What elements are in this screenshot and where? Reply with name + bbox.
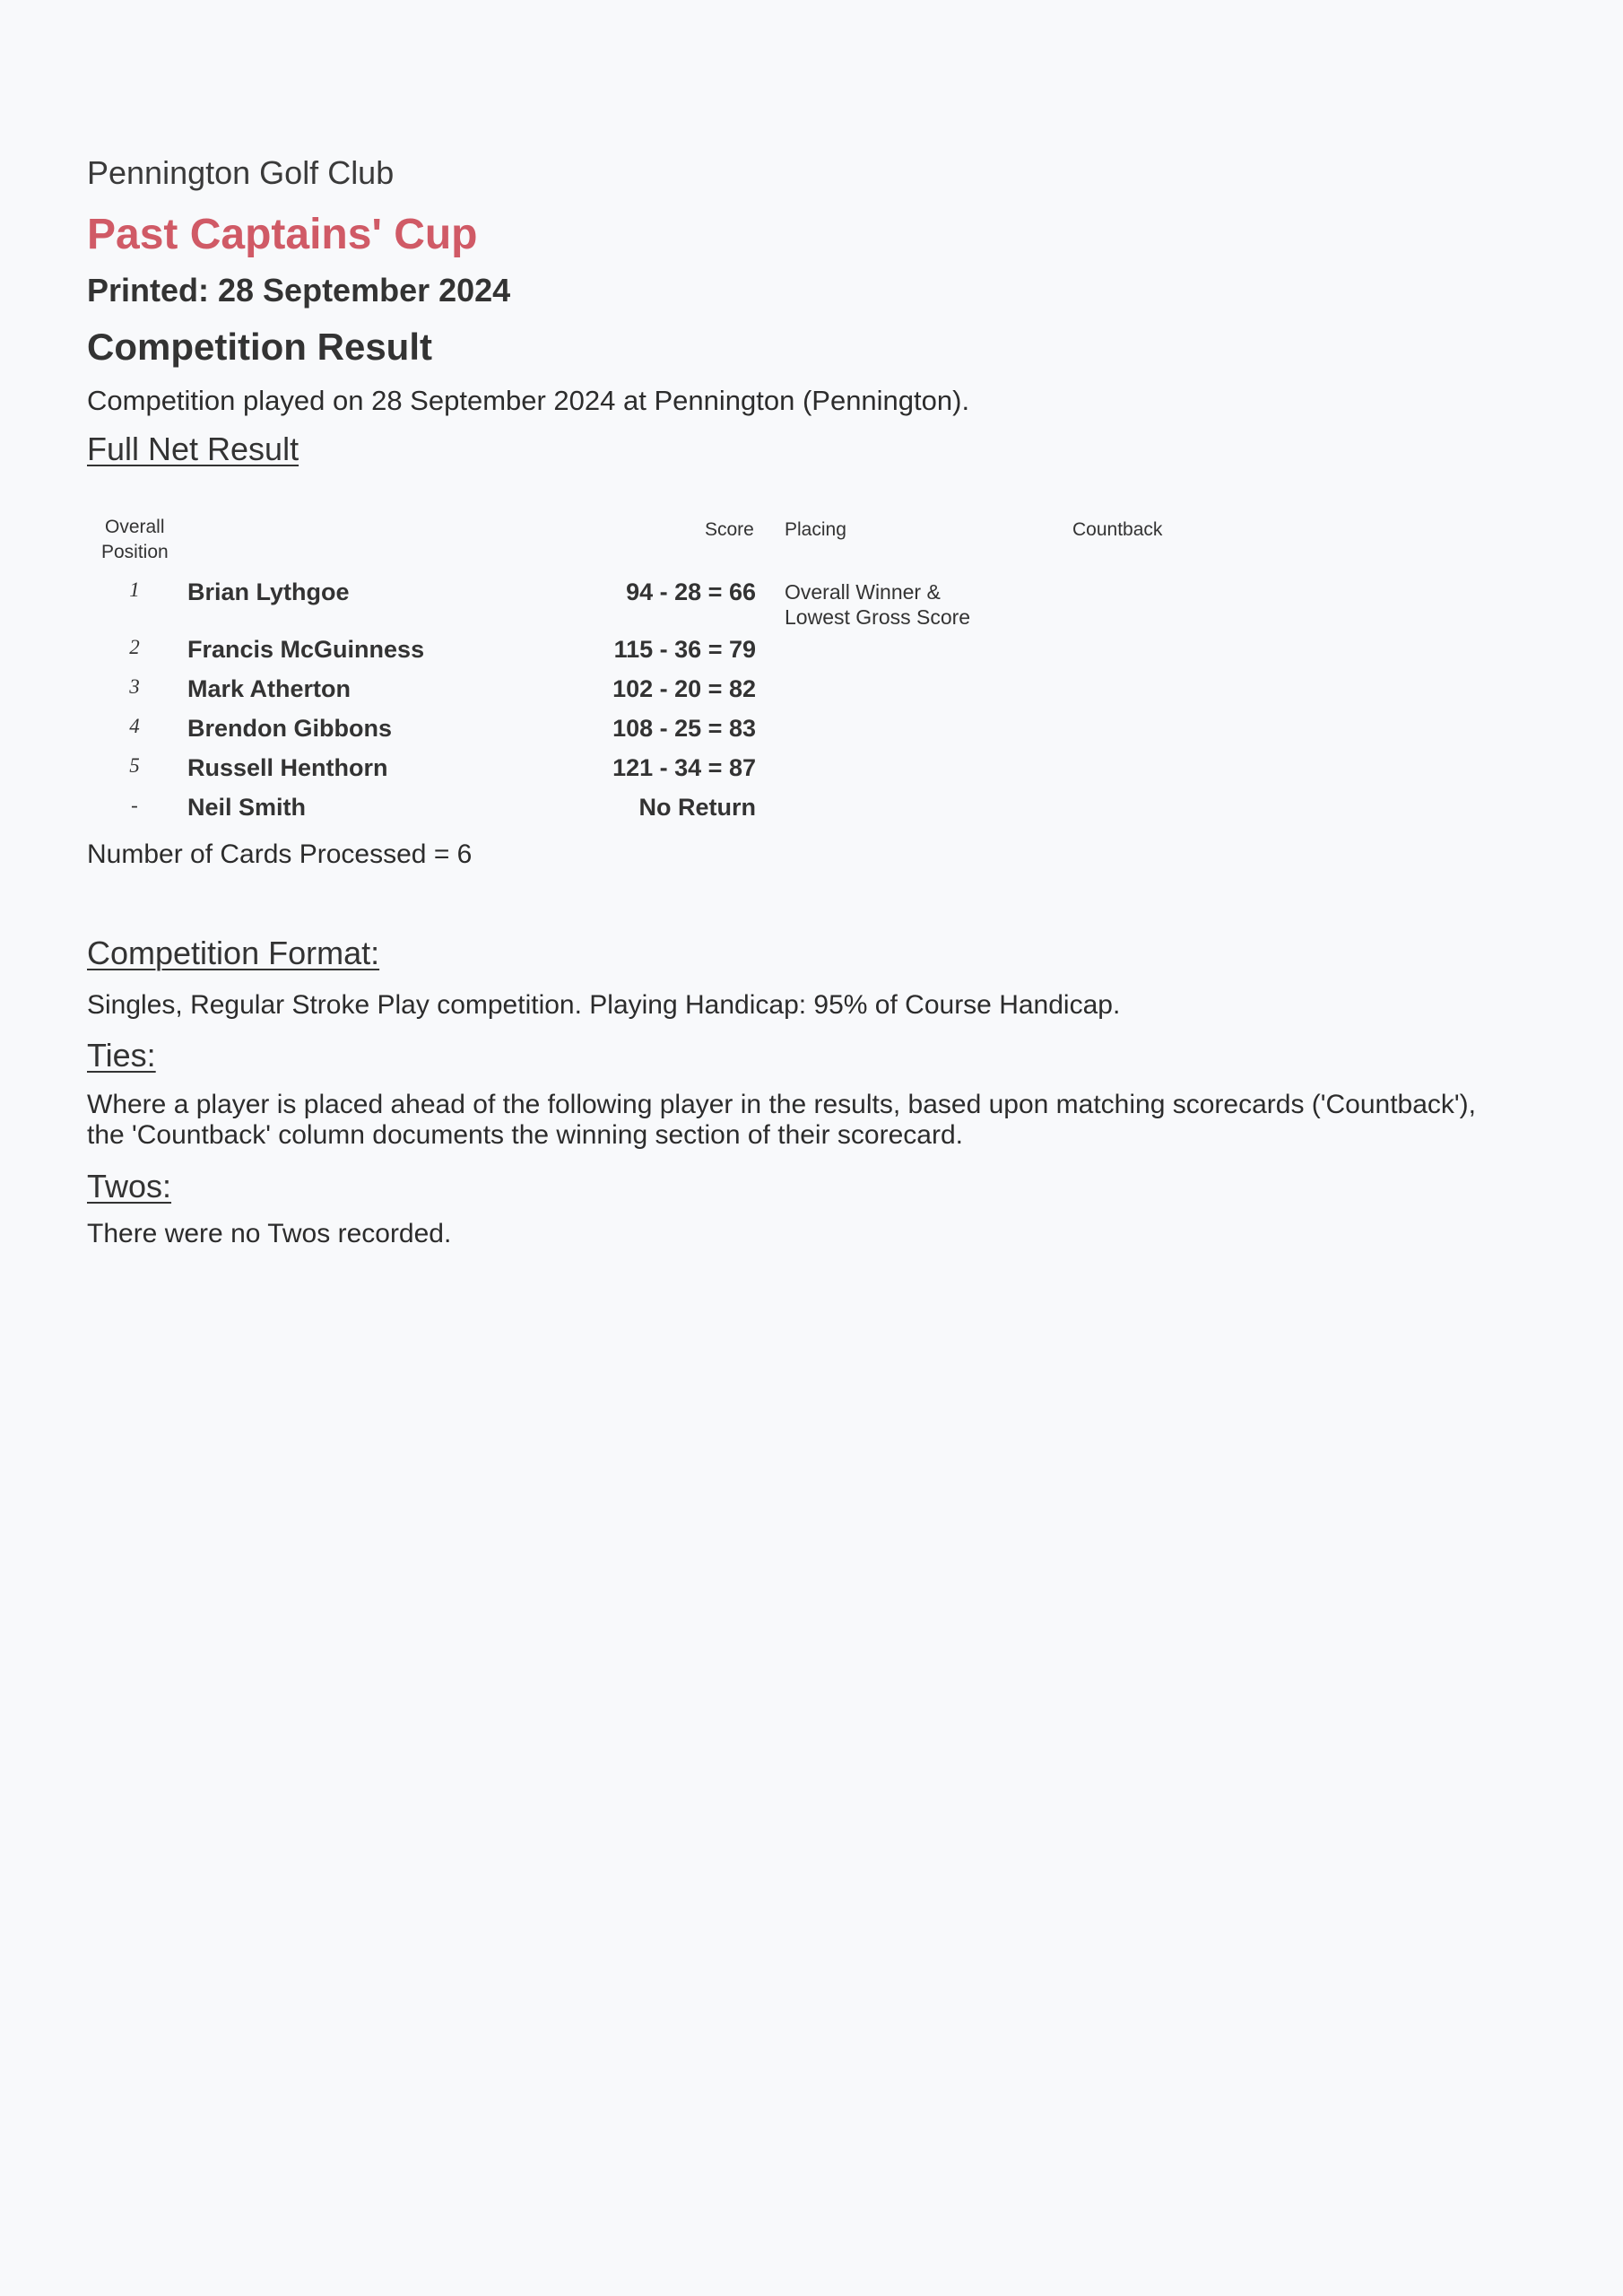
row-player-name: Mark Atherton (187, 675, 352, 702)
row-score: 115 - 36 = 79 (613, 636, 756, 663)
row-position: 1 (129, 578, 140, 601)
row-player-name: Francis McGuinness (187, 636, 425, 663)
played-line: Competition played on 28 September 2024 at Pennington (Pennington). (87, 385, 970, 416)
ties-text-line1: Where a player is placed ahead of the following player in the results, based upon matching scorecards ('Countback'), (87, 1090, 1476, 1119)
printed-date: Printed: 28 September 2024 (87, 272, 511, 309)
row-player-name: Neil Smith (187, 794, 307, 821)
row-position: 5 (129, 754, 140, 777)
competition-format-text: Singles, Regular Stroke Play competition. Playing Handicap: 95% of Course Handicap. (87, 990, 1121, 1020)
row-score: 121 - 34 = 87 (612, 754, 756, 781)
cards-processed: Number of Cards Processed = 6 (87, 839, 473, 869)
placing-line: Overall Winner & (785, 580, 941, 604)
twos-heading: Twos: (87, 1168, 172, 1205)
column-header-countback: Countback (1072, 519, 1163, 540)
twos-text: There were no Twos recorded. (87, 1219, 452, 1248)
row-score: 108 - 25 = 83 (612, 715, 756, 742)
column-header-position: Position (101, 542, 169, 562)
column-header-score: Score (705, 519, 754, 540)
row-position: 4 (129, 715, 140, 737)
result-heading: Competition Result (87, 326, 432, 368)
row-position: 2 (129, 636, 140, 658)
column-header-overall: Overall (105, 517, 165, 537)
competition-title: Past Captains' Cup (87, 211, 478, 258)
row-score: 94 - 28 = 66 (626, 578, 756, 605)
ties-heading: Ties: (87, 1037, 156, 1074)
row-score: 102 - 20 = 82 (612, 675, 756, 702)
ties-text-line2: the 'Countback' column documents the winning section of their scorecard. (87, 1120, 963, 1150)
competition-format-heading: Competition Format: (87, 935, 380, 971)
column-header-placing: Placing (785, 519, 846, 540)
club-name: Pennington Golf Club (87, 154, 395, 191)
row-position: - (131, 794, 138, 816)
row-position: 3 (129, 675, 140, 698)
placing-line: Lowest Gross Score (785, 605, 971, 629)
full-net-result-heading: Full Net Result (87, 430, 299, 467)
row-player-name: Russell Henthorn (187, 754, 388, 781)
row-score: No Return (638, 794, 756, 821)
row-player-name: Brendon Gibbons (187, 715, 392, 742)
row-player-name: Brian Lythgoe (187, 578, 350, 605)
row-placing (785, 579, 970, 630)
